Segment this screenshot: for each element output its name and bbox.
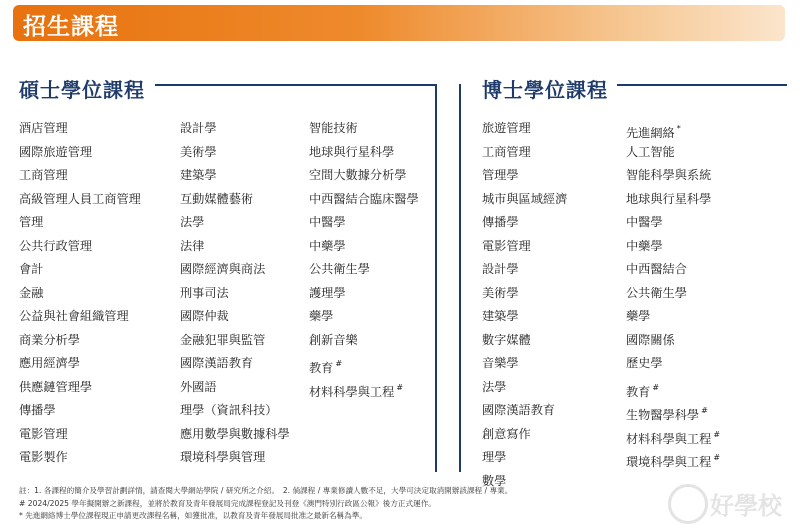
course-label: 地球與行星科學 (626, 191, 712, 206)
course-label: 商業分析學 (19, 332, 80, 347)
course-label: 先進網絡 (626, 126, 675, 140)
course-item (309, 164, 419, 188)
masters-right-rule (435, 84, 437, 472)
course-item (180, 329, 290, 353)
course-item (309, 235, 419, 259)
course-item (482, 258, 567, 282)
course-label: 藥學 (309, 309, 334, 323)
course-item (482, 211, 567, 235)
course-label: 供應鏈管理學 (19, 379, 93, 394)
course-item (626, 282, 720, 306)
course-item (626, 211, 720, 235)
watermark (668, 480, 790, 526)
course-item (482, 188, 567, 212)
course-label: 創新音樂 (309, 332, 358, 347)
course-item (19, 329, 141, 353)
course-label: 數學 (482, 473, 507, 488)
course-label: 公益與社會組織管理 (19, 309, 129, 323)
course-label: 法律 (180, 238, 205, 253)
course-item (180, 423, 290, 447)
course-item (19, 376, 141, 400)
course-label: 城市與區域經濟 (482, 191, 568, 206)
course-label: 公共衛生學 (309, 262, 370, 276)
course-footnote-mark: # (396, 382, 404, 392)
course-label: 材料科學與工程 (309, 384, 395, 399)
masters-column-3 (309, 117, 419, 399)
course-label: 智能科學與系統 (626, 168, 712, 182)
course-label: 金融犯罪與監管 (180, 332, 266, 347)
course-item (482, 164, 567, 188)
course-item (482, 282, 567, 306)
course-label: 數字媒體 (482, 332, 531, 347)
course-label: 電影管理 (19, 426, 68, 441)
course-item (180, 352, 290, 376)
doctoral-column-2 (626, 117, 720, 470)
course-item (180, 376, 290, 400)
course-label: 藥學 (626, 309, 651, 323)
course-item (180, 188, 290, 212)
course-item (309, 141, 419, 165)
course-label: 國際關係 (626, 332, 675, 347)
course-item (309, 329, 419, 353)
course-label: 建築學 (180, 168, 217, 182)
masters-title: 碩士學位課程 (19, 78, 145, 102)
masters-top-rule (155, 84, 436, 86)
course-label: 電影製作 (19, 450, 68, 464)
course-item (626, 258, 720, 282)
course-item (626, 164, 720, 188)
doctoral-column-1 (482, 117, 567, 493)
masters-column-1 (19, 117, 141, 470)
course-item (309, 352, 419, 376)
course-label: 國際仲裁 (180, 309, 229, 323)
course-item (19, 446, 141, 470)
course-label: 材料科學與工程 (626, 431, 712, 446)
doctoral-top-rule (617, 84, 787, 86)
course-item (309, 376, 419, 400)
course-item (626, 399, 720, 423)
course-label: 國際漢語教育 (482, 403, 556, 417)
course-item (626, 329, 720, 353)
course-item (626, 352, 720, 376)
course-item (626, 305, 720, 329)
watermark-logo-icon (668, 484, 708, 524)
course-label: 管理 (19, 215, 44, 229)
course-label: 金融 (19, 285, 44, 300)
course-item (180, 235, 290, 259)
course-item (19, 352, 141, 376)
course-item (309, 211, 419, 235)
course-footnote-mark: # (701, 406, 708, 415)
course-label: 酒店管理 (19, 121, 68, 135)
course-item (482, 376, 567, 400)
doctoral-title: 博士學位課程 (482, 78, 608, 102)
course-item (19, 188, 141, 212)
page-title: 招生課程 (23, 14, 119, 40)
course-item (482, 235, 567, 259)
course-label: 應用數學與數據科學 (180, 426, 290, 441)
course-label: 旅遊管理 (482, 121, 531, 135)
course-label: 中醫學 (309, 215, 346, 229)
watermark-text: 好學校 (710, 492, 782, 520)
course-item (180, 305, 290, 329)
course-label: 工商管理 (482, 144, 531, 159)
course-item (309, 258, 419, 282)
course-item (482, 352, 567, 376)
course-item (19, 423, 141, 447)
course-label: 公共行政管理 (19, 238, 93, 253)
footnote-3: * 先進網絡博士學位課程現正申請更改課程名稱，如獲批准，以教育及青年發展局批准之最新名稱為準。 (19, 511, 367, 520)
course-label: 設計學 (482, 262, 519, 276)
course-label: 國際經濟與商法 (180, 262, 266, 276)
course-item (626, 423, 720, 447)
course-label: 建築學 (482, 309, 519, 323)
course-item (19, 141, 141, 165)
course-item (309, 282, 419, 306)
course-item (309, 305, 419, 329)
course-item (626, 446, 720, 470)
course-item (626, 188, 720, 212)
course-label: 外國語 (180, 379, 217, 394)
course-item (180, 399, 290, 423)
masters-column-2 (180, 117, 290, 470)
course-label: 環境科學與工程 (626, 455, 712, 469)
course-label: 人工智能 (626, 144, 675, 159)
course-label: 美術學 (180, 144, 217, 159)
course-label: 中西醫結合臨床醫學 (309, 191, 419, 206)
course-item (482, 329, 567, 353)
course-item (180, 117, 290, 141)
course-label: 管理學 (482, 168, 519, 182)
course-label: 法學 (180, 215, 205, 229)
course-item (626, 235, 720, 259)
course-item (180, 282, 290, 306)
course-item (309, 188, 419, 212)
course-item (19, 235, 141, 259)
course-label: 中藥學 (309, 238, 346, 253)
course-item (19, 282, 141, 306)
course-label: 公共衛生學 (626, 285, 687, 300)
header-banner (13, 5, 785, 41)
course-item (180, 258, 290, 282)
footnote-1: 註：1. 各課程的簡介及學習計劃詳情，請查閱大學網站學院 / 研究所之介紹。 2. 倘課程 / 專業修讀人數不足，大學可決定取消開辦該課程 / 專業。 (19, 486, 513, 495)
doctoral-left-rule (459, 84, 461, 472)
course-label: 應用經濟學 (19, 356, 80, 370)
course-label: 空間大數據分析學 (309, 168, 407, 182)
course-item (482, 423, 567, 447)
course-item (19, 399, 141, 423)
course-label: 護理學 (309, 285, 346, 300)
course-item (626, 141, 720, 165)
course-label: 會計 (19, 262, 44, 276)
course-label: 工商管理 (19, 168, 68, 182)
course-label: 生物醫學科學 (626, 408, 700, 422)
course-item (180, 164, 290, 188)
course-label: 中西醫結合 (626, 262, 687, 276)
course-item (482, 399, 567, 423)
course-item (482, 117, 567, 141)
course-item (180, 446, 290, 470)
course-item (482, 446, 567, 470)
course-item (180, 141, 290, 165)
course-label: 刑事司法 (180, 285, 229, 300)
course-label: 教育 (626, 384, 651, 399)
footnote-2: # 2024/2025 學年擬開辦之新課程，並將於教育及青年發展局完成課程登記及刊登《澳門特別行政區公報》後方正式運作。 (19, 498, 436, 508)
course-footnote-mark: * (676, 124, 681, 133)
course-label: 理學（資訊科技） (180, 403, 278, 417)
course-label: 創意寫作 (482, 426, 531, 441)
course-item (482, 305, 567, 329)
course-item (19, 211, 141, 235)
course-label: 國際旅遊管理 (19, 144, 93, 159)
course-label: 音樂學 (482, 356, 519, 370)
course-label: 教育 (309, 361, 334, 375)
course-item (180, 211, 290, 235)
course-footnote-mark: # (652, 382, 660, 392)
course-label: 歷史學 (626, 356, 663, 370)
course-label: 傳播學 (19, 403, 56, 417)
course-footnote-mark: # (713, 429, 721, 439)
course-item (19, 305, 141, 329)
course-label: 設計學 (180, 121, 217, 135)
course-item (19, 164, 141, 188)
course-item (626, 376, 720, 400)
course-label: 法學 (482, 379, 507, 394)
course-label: 美術學 (482, 285, 519, 300)
course-label: 電影管理 (482, 238, 531, 253)
course-label: 智能技術 (309, 121, 358, 135)
course-item (19, 117, 141, 141)
course-item (626, 117, 720, 141)
course-footnote-mark: # (713, 453, 721, 462)
course-item (19, 258, 141, 282)
course-label: 傳播學 (482, 215, 519, 229)
course-label: 中藥學 (626, 238, 663, 253)
footnotes (19, 485, 669, 523)
course-label: 國際漢語教育 (180, 356, 254, 370)
course-label: 高級管理人員工商管理 (19, 191, 141, 206)
course-label: 互動媒體藝術 (180, 191, 254, 206)
course-item (482, 141, 567, 165)
course-label: 理學 (482, 450, 507, 464)
course-label: 環境科學與管理 (180, 450, 266, 464)
course-footnote-mark: # (335, 359, 343, 368)
course-label: 中醫學 (626, 215, 663, 229)
course-label: 地球與行星科學 (309, 144, 395, 159)
course-item (309, 117, 419, 141)
